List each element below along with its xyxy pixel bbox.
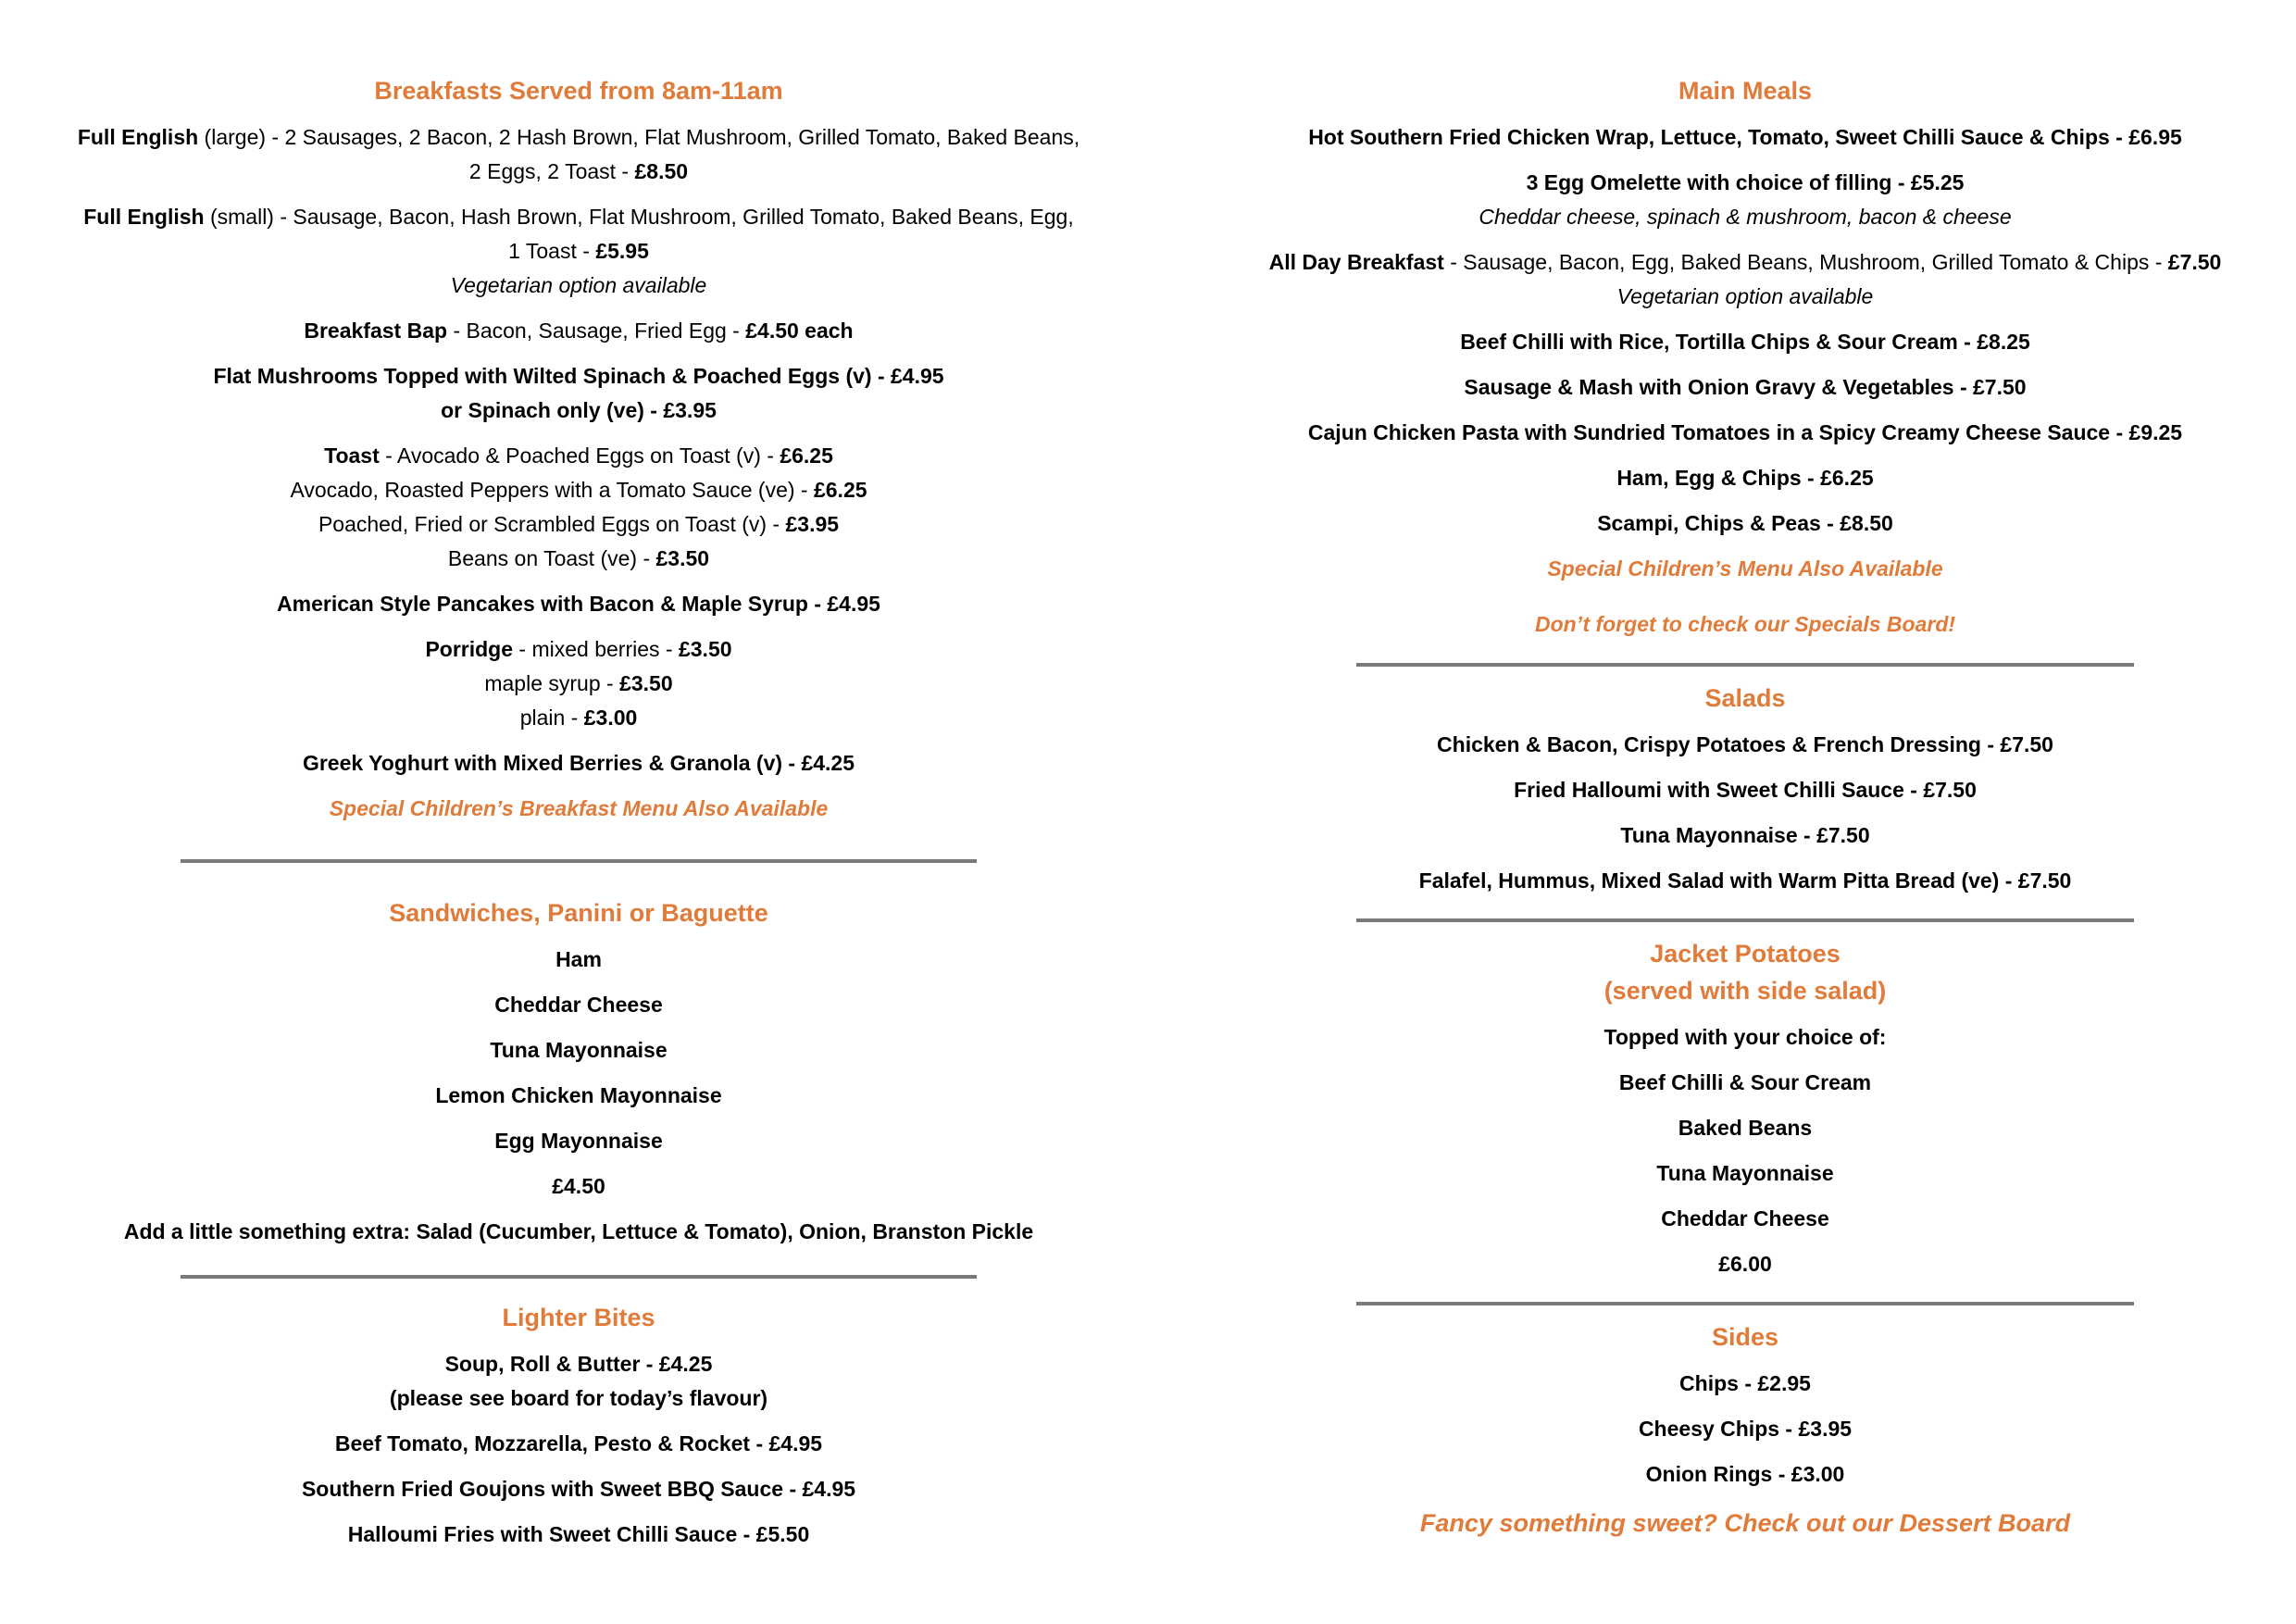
list-item: Chicken & Bacon, Crispy Potatoes & French Dressing - £7.50 [1437,732,2053,756]
jacket-potatoes-heading: Jacket Potatoes [1650,940,1841,968]
list-item: Tuna Mayonnaise - £7.50 [1620,823,1870,847]
all-day-breakfast: All Day Breakfast - Sausage, Bacon, Egg, Baked Beans, Mushroom, Grilled Tomato & Chips - £7.50 [1268,250,2222,274]
chicken-wrap: Hot Southern Fried Chicken Wrap, Lettuce, Tomato, Sweet Chilli Sauce & Chips - £6.95 [1308,125,2182,149]
list-item: Southern Fried Goujons with Sweet BBQ Sauce - £4.95 [301,1477,856,1501]
breakfast-heading: Breakfasts Served from 8am-11am [374,77,783,105]
lighter-bites-section [74,1299,1083,1552]
list-item: Cheddar Cheese [1661,1206,1829,1230]
jacket-intro: Topped with your choice of: [1603,1025,1887,1049]
full-english-large: Full English (large) - 2 Sausages, 2 Bacon, 2 Hash Brown, Flat Mushroom, Grilled Tomato, Baked Beans, 2 Eggs, 2 Toast - £8.50 [77,125,1080,183]
list-item: Scampi, Chips & Peas - £8.50 [1597,511,1893,535]
list-item: Baked Beans [1678,1116,1813,1140]
list-item: Chips - £2.95 [1679,1371,1811,1395]
list-item: Tuna Mayonnaise [490,1038,668,1062]
list-item: Onion Rings - £3.00 [1645,1462,1845,1486]
breakfast-veg-option: Vegetarian option available [450,273,707,297]
sandwich-extras: Add a little something extra: Salad (Cucumber, Lettuce & Tomato), Onion, Branston Pickle [123,1219,1034,1243]
porridge-berries: Porridge - mixed berries - £3.50 [425,637,732,661]
spinach-only: or Spinach only (ve) - £3.95 [441,398,717,422]
porridge-maple: maple syrup - £3.50 [484,671,673,695]
list-item: Lemon Chicken Mayonnaise [435,1083,722,1107]
list-item: Halloumi Fries with Sweet Chilli Sauce - £5.50 [347,1522,810,1546]
full-english-small: Full English (small) - Sausage, Bacon, Hash Brown, Flat Mushroom, Grilled Tomato, Baked Beans, Egg, 1 Toast - £5.95 [83,205,1074,263]
divider [1356,663,2134,667]
salads-section [1268,680,2222,898]
jacket-potatoes-subheading: (served with side salad) [1603,977,1887,1005]
sandwich-price: £4.50 [552,1174,605,1198]
list-item: Falafel, Hummus, Mixed Salad with Warm Pitta Bread (ve) - £7.50 [1418,868,2072,893]
list-item: Ham, Egg & Chips - £6.25 [1616,466,1874,490]
divider [181,1275,977,1279]
right-column [1268,72,2222,1568]
sides-section [1268,1318,2222,1543]
list-item: Beef Chilli with Rice, Tortilla Chips & Sour Cream - £8.25 [1460,330,2030,354]
toast-beans: Beans on Toast (ve) - £3.50 [447,546,710,570]
list-item: Cheesy Chips - £3.95 [1638,1417,1853,1441]
list-item: Cheddar Cheese [494,993,663,1017]
divider [1356,918,2134,922]
omelette: 3 Egg Omelette with choice of filling - £5.25 [1526,170,1965,194]
specials-board-note: Don’t forget to check our Specials Board! [1534,612,1956,636]
sides-heading: Sides [1711,1323,1779,1351]
porridge-plain: plain - £3.00 [519,706,638,730]
toast-avocado: Toast - Avocado & Poached Eggs on Toast (v) - £6.25 [324,443,833,468]
salads-heading: Salads [1704,684,1786,712]
soup-note: (please see board for today’s flavour) [389,1386,768,1410]
divider [181,859,977,863]
toast-peppers: Avocado, Roasted Peppers with a Tomato Sauce (ve) - £6.25 [290,478,867,502]
toast-eggs: Poached, Fried or Scrambled Eggs on Toast (v) - £3.95 [318,512,840,536]
flat-mushrooms: Flat Mushrooms Topped with Wilted Spinach & Poached Eggs (v) - £4.95 [213,364,944,388]
pancakes: American Style Pancakes with Bacon & Maple Syrup - £4.95 [277,592,880,616]
children-breakfast-note: Special Children’s Breakfast Menu Also Available [329,796,829,820]
lighter-bites-heading: Lighter Bites [502,1304,655,1331]
mains-veg-option: Vegetarian option available [1616,284,1874,308]
left-column [74,72,1083,1552]
list-item: Beef Tomato, Mozzarella, Pesto & Rocket - £4.95 [334,1431,823,1455]
list-item: Tuna Mayonnaise [1656,1161,1834,1185]
sandwiches-section [74,894,1083,1249]
divider [1356,1302,2134,1305]
children-menu-note: Special Children’s Menu Also Available [1547,556,1943,581]
list-item: Egg Mayonnaise [494,1129,663,1153]
list-item: Fried Halloumi with Sweet Chilli Sauce - £7.50 [1514,778,1977,802]
list-item: Ham [555,947,602,971]
list-item: Sausage & Mash with Onion Gravy & Vegetables - £7.50 [1464,375,2027,399]
greek-yoghurt: Greek Yoghurt with Mixed Berries & Granola (v) - £4.25 [302,751,855,775]
jacket-potatoes-section [1268,935,2222,1281]
breakfast-bap: Breakfast Bap - Bacon, Sausage, Fried Egg - £4.50 each [304,319,854,343]
list-item: Cajun Chicken Pasta with Sundried Tomatoes in a Spicy Creamy Cheese Sauce - £9.25 [1307,420,2183,444]
dessert-board-note: Fancy something sweet? Check out our Dessert Board [1419,1509,2071,1537]
omelette-fillings: Cheddar cheese, spinach & mushroom, bacon & cheese [1479,205,2012,229]
sandwiches-heading: Sandwiches, Panini or Baguette [389,899,768,927]
soup: Soup, Roll & Butter - £4.25 [444,1352,713,1376]
jacket-price: £6.00 [1718,1252,1772,1276]
list-item: Beef Chilli & Sour Cream [1618,1070,1872,1094]
main-meals-heading: Main Meals [1678,77,1813,105]
